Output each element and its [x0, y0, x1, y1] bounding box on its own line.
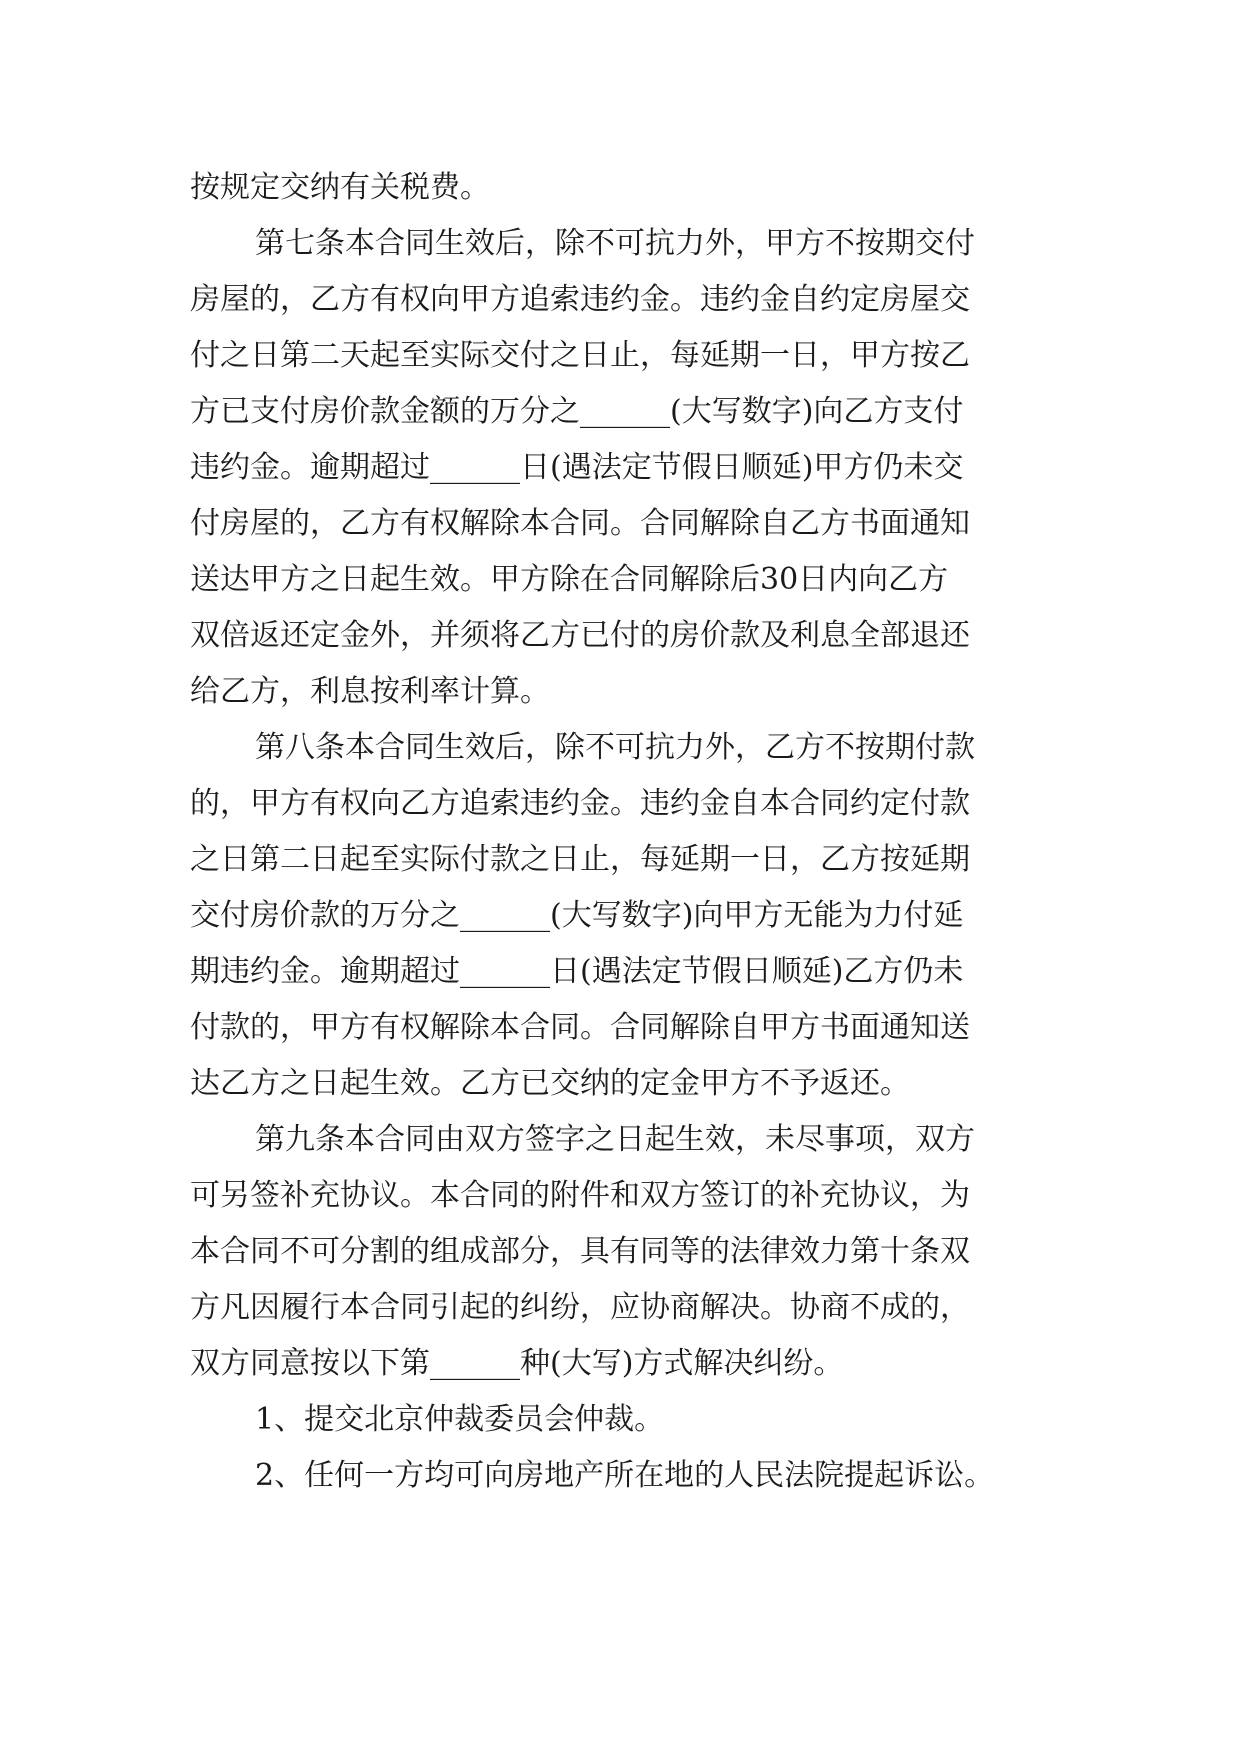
text-line: 送达甲方之日起生效。甲方除在合同解除后30日内向乙方: [190, 562, 949, 597]
text-line: 本合同不可分割的组成部分，具有同等的法律效力第十条双: [190, 1234, 970, 1269]
text-line: 期违约金。逾期超过______日(遇法定节假日顺延)乙方仍未: [190, 954, 964, 989]
paragraph-article-8-start: 第八条本合同生效后，除不可抗力外，乙方不按期付款: [255, 730, 975, 765]
paragraph-article-9-start: 第九条本合同由双方签字之日起生效，未尽事项，双方: [255, 1122, 975, 1157]
text-line: 的，甲方有权向乙方追索违约金。违约金自本合同约定付款: [190, 786, 970, 821]
text-line: 交付房价款的万分之______(大写数字)向甲方无能为力付延: [190, 898, 964, 933]
text-line: 付房屋的，乙方有权解除本合同。合同解除自乙方书面通知: [190, 506, 970, 541]
text-line: 之日第二日起至实际付款之日止，每延期一日，乙方按延期: [190, 842, 970, 877]
text-line: 给乙方，利息按利率计算。: [190, 674, 550, 709]
text-line: 付之日第二天起至实际交付之日止，每延期一日，甲方按乙: [190, 338, 970, 373]
text-line: 按规定交纳有关税费。: [190, 170, 490, 205]
text-line: 方已支付房价款金额的万分之______(大写数字)向乙方支付: [190, 394, 964, 429]
list-item-option-2: 2、任何一方均可向房地产所在地的人民法院提起诉讼。: [255, 1458, 995, 1493]
text-line: 可另签补充协议。本合同的附件和双方签订的补充协议，为: [190, 1178, 970, 1213]
text-line: 达乙方之日起生效。乙方已交纳的定金甲方不予返还。: [190, 1066, 910, 1101]
text-line: 房屋的，乙方有权向甲方追索违约金。违约金自约定房屋交: [190, 282, 970, 317]
text-line: 方凡因履行本合同引起的纠纷，应协商解决。协商不成的，: [190, 1290, 970, 1325]
text-line: 双方同意按以下第______种(大写)方式解决纠纷。: [190, 1346, 844, 1381]
text-line: 违约金。逾期超过______日(遇法定节假日顺延)甲方仍未交: [190, 450, 964, 485]
paragraph-article-7-start: 第七条本合同生效后，除不可抗力外，甲方不按期交付: [255, 226, 975, 261]
text-line: 付款的，甲方有权解除本合同。合同解除自甲方书面通知送: [190, 1010, 970, 1045]
list-item-option-1: 1、提交北京仲裁委员会仲裁。: [255, 1402, 665, 1437]
text-line: 双倍返还定金外，并须将乙方已付的房价款及利息全部退还: [190, 618, 970, 653]
